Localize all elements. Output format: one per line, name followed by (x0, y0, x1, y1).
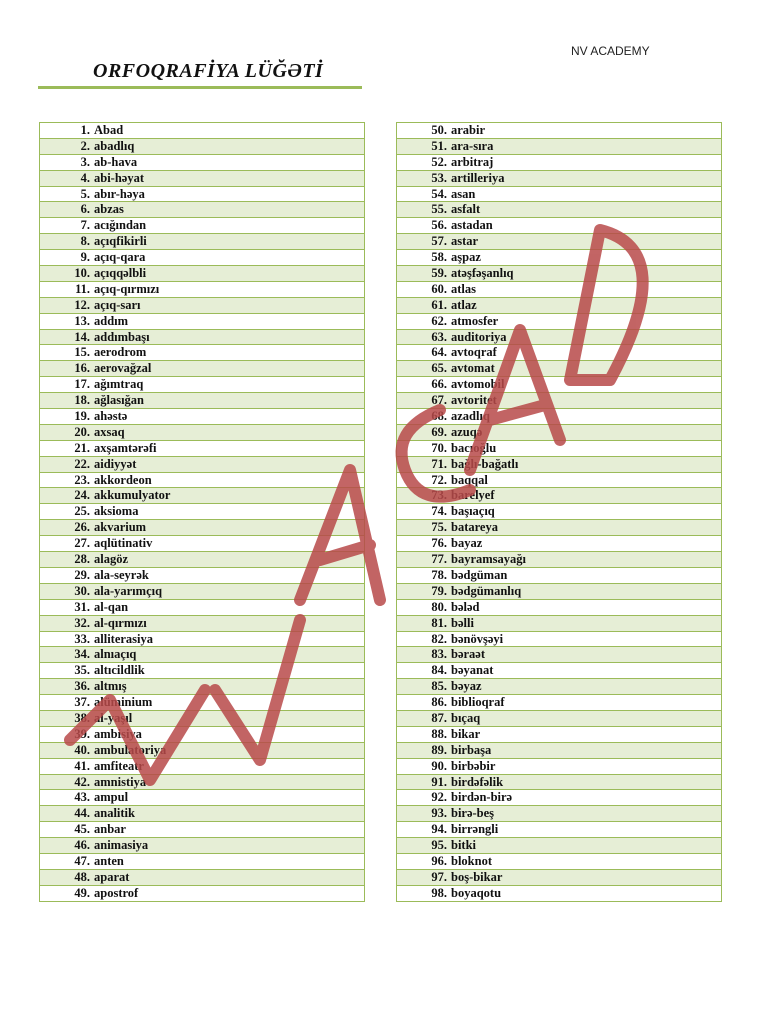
word-row (40, 202, 364, 218)
word-number: 47. (74, 853, 90, 868)
word-row (397, 568, 721, 584)
word-row (397, 330, 721, 346)
word-row (397, 854, 721, 870)
word-row (40, 663, 364, 679)
word-number: 64. (431, 345, 447, 360)
word-text: batareya (451, 520, 498, 535)
word-number: 43. (74, 790, 90, 805)
word-row (40, 361, 364, 377)
word-row (40, 584, 364, 600)
word-text: al-yaşıl (94, 710, 133, 725)
word-text: altmış (94, 679, 127, 694)
word-row (397, 250, 721, 266)
word-number: 37. (74, 695, 90, 710)
word-row (40, 679, 364, 695)
word-row (397, 870, 721, 886)
word-row (397, 425, 721, 441)
word-text: açıqqəlbli (94, 266, 147, 281)
word-number: 81. (431, 615, 447, 630)
word-row (397, 139, 721, 155)
word-row (397, 552, 721, 568)
word-text: birbaşa (451, 742, 492, 757)
word-row (397, 218, 721, 234)
word-number: 88. (431, 726, 447, 741)
word-number: 42. (74, 774, 90, 789)
word-number: 15. (74, 345, 90, 360)
word-row (397, 171, 721, 187)
word-text: baqqal (451, 472, 488, 487)
word-number: 12. (74, 297, 90, 312)
word-number: 55. (431, 202, 447, 217)
word-row (40, 441, 364, 457)
word-row (40, 775, 364, 791)
word-row (397, 663, 721, 679)
word-number: 35. (74, 663, 90, 678)
word-text: ambisiya (94, 726, 142, 741)
word-text: abi-həyat (94, 170, 144, 185)
word-text: açıq-sarı (94, 297, 141, 312)
word-text: abır-həya (94, 186, 145, 201)
word-text: artilleriya (451, 170, 505, 185)
word-number: 40. (74, 742, 90, 757)
word-number: 92. (431, 790, 447, 805)
word-row (40, 870, 364, 886)
word-number: 87. (431, 710, 447, 725)
word-row (397, 695, 721, 711)
word-text: avtomat (451, 361, 495, 376)
word-row (40, 377, 364, 393)
word-row (397, 234, 721, 250)
word-row (397, 600, 721, 616)
word-text: astar (451, 234, 479, 249)
word-text: akkordeon (94, 472, 152, 487)
word-number: 9. (80, 250, 90, 265)
word-number: 79. (431, 583, 447, 598)
word-number: 11. (75, 281, 90, 296)
word-row (397, 806, 721, 822)
word-text: başıaçıq (451, 504, 495, 519)
word-row (397, 123, 721, 139)
word-number: 17. (74, 377, 90, 392)
word-text: ağlasığan (94, 393, 145, 408)
word-text: boş-bikar (451, 869, 503, 884)
word-number: 4. (80, 170, 90, 185)
word-row (40, 568, 364, 584)
word-text: anbar (94, 822, 126, 837)
page-header-brand: NV ACADEMY (571, 44, 650, 58)
word-number: 27. (74, 536, 90, 551)
word-number: 53. (431, 170, 447, 185)
word-text: arabir (451, 123, 486, 137)
word-text: ahəstə (94, 409, 128, 424)
word-number: 31. (74, 599, 90, 614)
word-text: atlas (451, 281, 476, 296)
word-text: acığından (94, 218, 147, 233)
word-text: axsaq (94, 424, 125, 439)
word-number: 94. (431, 822, 447, 837)
word-row (40, 806, 364, 822)
word-text: ağımtraq (94, 377, 144, 392)
word-row (397, 298, 721, 314)
word-text: axşamtərəfi (94, 440, 157, 455)
word-number: 45. (74, 822, 90, 837)
word-number: 77. (431, 552, 447, 567)
word-number: 49. (74, 885, 90, 900)
word-row (397, 632, 721, 648)
word-number: 20. (74, 424, 90, 439)
word-text: bikar (451, 726, 481, 741)
word-text: bitki (451, 838, 477, 853)
word-row (397, 838, 721, 854)
word-row (40, 616, 364, 632)
word-number: 80. (431, 599, 447, 614)
word-text: atmosfer (451, 313, 499, 328)
word-row (397, 711, 721, 727)
word-number: 90. (431, 758, 447, 773)
word-number: 32. (74, 615, 90, 630)
word-row (40, 409, 364, 425)
word-row (397, 155, 721, 171)
word-text: al-qırmızı (94, 615, 147, 630)
word-number: 23. (74, 472, 90, 487)
word-text: bayramsayağı (451, 552, 526, 567)
word-number: 30. (74, 583, 90, 598)
word-row (40, 488, 364, 504)
word-row (40, 711, 364, 727)
word-number: 82. (431, 631, 447, 646)
word-row (40, 504, 364, 520)
word-text: ampul (94, 790, 129, 805)
word-number: 69. (431, 424, 447, 439)
word-row (397, 361, 721, 377)
word-text: bədgüman (451, 567, 508, 582)
word-number: 56. (431, 218, 447, 233)
word-text: ab-hava (94, 154, 138, 169)
word-text: birdəfəlik (451, 774, 504, 789)
word-number: 2. (80, 138, 90, 153)
word-row (40, 632, 364, 648)
word-text: bənövşəyi (451, 631, 504, 646)
word-number: 19. (74, 409, 90, 424)
word-number: 93. (431, 806, 447, 821)
word-number: 89. (431, 742, 447, 757)
word-list-right (396, 122, 722, 902)
word-number: 14. (74, 329, 90, 344)
word-number: 98. (431, 885, 447, 900)
word-text: amnistiya (94, 774, 147, 789)
word-row (397, 409, 721, 425)
word-number: 16. (74, 361, 90, 376)
word-row (397, 441, 721, 457)
word-text: altıcildlik (94, 663, 145, 678)
word-number: 33. (74, 631, 90, 646)
word-number: 1. (80, 123, 90, 137)
word-list-left (39, 122, 365, 902)
word-number: 25. (74, 504, 90, 519)
word-row (397, 743, 721, 759)
word-row (397, 282, 721, 298)
word-row (397, 377, 721, 393)
word-text: asan (451, 186, 476, 201)
word-row (40, 647, 364, 663)
word-row (40, 234, 364, 250)
word-text: astadan (451, 218, 493, 233)
word-row (40, 139, 364, 155)
word-row (40, 393, 364, 409)
word-text: avtoqraf (451, 345, 497, 360)
word-row (40, 552, 364, 568)
word-text: birrəngli (451, 822, 499, 837)
word-number: 97. (431, 869, 447, 884)
word-row (40, 790, 364, 806)
word-row (40, 155, 364, 171)
word-number: 65. (431, 361, 447, 376)
word-row (40, 345, 364, 361)
word-number: 86. (431, 695, 447, 710)
word-row (397, 266, 721, 282)
word-number: 74. (431, 504, 447, 519)
word-text: bloknot (451, 853, 492, 868)
word-text: arbitraj (451, 154, 494, 169)
word-number: 38. (74, 710, 90, 725)
word-row (397, 345, 721, 361)
word-row (397, 616, 721, 632)
word-row (40, 822, 364, 838)
word-row (397, 187, 721, 203)
word-text: animasiya (94, 838, 149, 853)
word-text: açıq-qırmızı (94, 281, 160, 296)
word-text: azadlıq (451, 409, 490, 424)
word-row (397, 584, 721, 600)
word-row (40, 536, 364, 552)
word-number: 54. (431, 186, 447, 201)
word-text: apostrof (94, 885, 139, 900)
page-title: ORFOQRAFİYA LÜĞƏTİ (93, 60, 324, 82)
word-text: ambulatoriya (94, 742, 167, 757)
word-row (40, 520, 364, 536)
word-row (40, 743, 364, 759)
word-row (397, 822, 721, 838)
word-text: avtomobil (451, 377, 505, 392)
word-text: bayaz (451, 536, 483, 551)
word-number: 3. (80, 154, 90, 169)
word-row (397, 775, 721, 791)
word-text: bədgümanlıq (451, 583, 522, 598)
word-number: 36. (74, 679, 90, 694)
word-text: aerovağzal (94, 361, 152, 376)
word-text: bəraət (451, 647, 486, 662)
word-text: aidiyyət (94, 456, 137, 471)
word-number: 62. (431, 313, 447, 328)
word-text: anten (94, 853, 124, 868)
word-text: bələd (451, 599, 480, 614)
word-number: 7. (80, 218, 90, 233)
word-number: 57. (431, 234, 447, 249)
word-number: 8. (80, 234, 90, 249)
word-row (397, 679, 721, 695)
word-row (40, 457, 364, 473)
word-text: atəşfəşanlıq (451, 266, 514, 281)
word-number: 66. (431, 377, 447, 392)
word-row (397, 488, 721, 504)
word-number: 10. (74, 266, 90, 281)
word-row (40, 838, 364, 854)
word-number: 6. (80, 202, 90, 217)
word-row (397, 314, 721, 330)
word-text: birdən-birə (451, 790, 513, 805)
word-row (40, 727, 364, 743)
word-number: 18. (74, 393, 90, 408)
word-text: akvarium (94, 520, 147, 535)
word-row (397, 520, 721, 536)
word-row (397, 790, 721, 806)
word-number: 67. (431, 393, 447, 408)
word-text: addımbaşı (94, 329, 150, 344)
word-text: amfiteatr (94, 758, 144, 773)
word-row (397, 393, 721, 409)
word-text: ala-seyrək (94, 567, 149, 582)
word-text: atlaz (451, 297, 477, 312)
word-text: azuqə (451, 424, 483, 439)
word-row (40, 298, 364, 314)
word-number: 13. (74, 313, 90, 328)
word-number: 63. (431, 329, 447, 344)
word-number: 91. (431, 774, 447, 789)
word-text: abadlıq (94, 138, 135, 153)
word-row (397, 504, 721, 520)
word-text: addım (94, 313, 129, 328)
word-number: 84. (431, 663, 447, 678)
word-text: alliterasiya (94, 631, 154, 646)
word-number: 34. (74, 647, 90, 662)
word-text: barelyef (451, 488, 495, 503)
word-text: analitik (94, 806, 135, 821)
word-text: birə-beş (451, 806, 495, 821)
word-row (397, 759, 721, 775)
word-row (40, 759, 364, 775)
word-text: birbəbir (451, 758, 496, 773)
word-number: 24. (74, 488, 90, 503)
word-row (397, 202, 721, 218)
word-number: 59. (431, 266, 447, 281)
word-row (40, 314, 364, 330)
word-number: 96. (431, 853, 447, 868)
word-number: 61. (431, 297, 447, 312)
word-text: auditoriya (451, 329, 507, 344)
word-row (397, 457, 721, 473)
word-number: 21. (74, 440, 90, 455)
word-row (40, 218, 364, 234)
word-number: 26. (74, 520, 90, 535)
word-number: 58. (431, 250, 447, 265)
word-row (397, 886, 721, 902)
word-number: 51. (431, 138, 447, 153)
word-number: 41. (74, 758, 90, 773)
word-number: 70. (431, 440, 447, 455)
word-number: 29. (74, 567, 90, 582)
word-row (397, 647, 721, 663)
word-text: ala-yarımçıq (94, 583, 163, 598)
word-text: akkumulyator (94, 488, 171, 503)
word-row (40, 600, 364, 616)
word-number: 48. (74, 869, 90, 884)
word-row (40, 187, 364, 203)
word-number: 75. (431, 520, 447, 535)
word-number: 46. (74, 838, 90, 853)
word-number: 22. (74, 456, 90, 471)
word-row (40, 425, 364, 441)
word-text: aşpaz (451, 250, 481, 265)
word-text: bacıoğlu (451, 440, 497, 455)
word-text: avtoritet (451, 393, 497, 408)
word-text: biblioqraf (451, 695, 505, 710)
word-text: bəlli (451, 615, 474, 630)
title-underline (38, 86, 362, 89)
word-text: bağlı-bağatlı (451, 456, 519, 471)
word-number: 60. (431, 281, 447, 296)
word-number: 85. (431, 679, 447, 694)
word-number: 95. (431, 838, 447, 853)
word-row (40, 123, 364, 139)
word-number: 39. (74, 726, 90, 741)
word-text: aksioma (94, 504, 139, 519)
word-number: 52. (431, 154, 447, 169)
word-row (40, 250, 364, 266)
word-text: asfalt (451, 202, 481, 217)
word-number: 78. (431, 567, 447, 582)
word-text: Abad (94, 123, 124, 137)
word-text: alüminium (94, 695, 153, 710)
word-number: 68. (431, 409, 447, 424)
word-number: 73. (431, 488, 447, 503)
word-text: boyaqotu (451, 885, 502, 900)
word-row (40, 886, 364, 902)
word-text: al-qan (94, 599, 129, 614)
word-row (40, 330, 364, 346)
word-row (40, 473, 364, 489)
word-text: bıçaq (451, 710, 481, 725)
word-number: 5. (80, 186, 90, 201)
word-number: 83. (431, 647, 447, 662)
word-row (397, 473, 721, 489)
word-number: 72. (431, 472, 447, 487)
word-text: alnıaçıq (94, 647, 137, 662)
word-text: aerodrom (94, 345, 147, 360)
word-text: bəyaz (451, 679, 482, 694)
word-row (40, 171, 364, 187)
word-text: abzas (94, 202, 124, 217)
word-row (40, 854, 364, 870)
word-number: 50. (431, 123, 447, 137)
word-text: bəyanat (451, 663, 494, 678)
word-number: 28. (74, 552, 90, 567)
word-row (397, 536, 721, 552)
word-text: açıq-qara (94, 250, 146, 265)
word-text: alagöz (94, 552, 129, 567)
word-row (40, 266, 364, 282)
word-text: açıqfikirli (94, 234, 147, 249)
word-text: aqlütinativ (94, 536, 153, 551)
word-text: aparat (94, 869, 130, 884)
word-text: ara-sıra (451, 138, 494, 153)
word-number: 71. (431, 456, 447, 471)
word-number: 76. (431, 536, 447, 551)
word-number: 44. (74, 806, 90, 821)
word-row (40, 695, 364, 711)
word-row (40, 282, 364, 298)
word-row (397, 727, 721, 743)
